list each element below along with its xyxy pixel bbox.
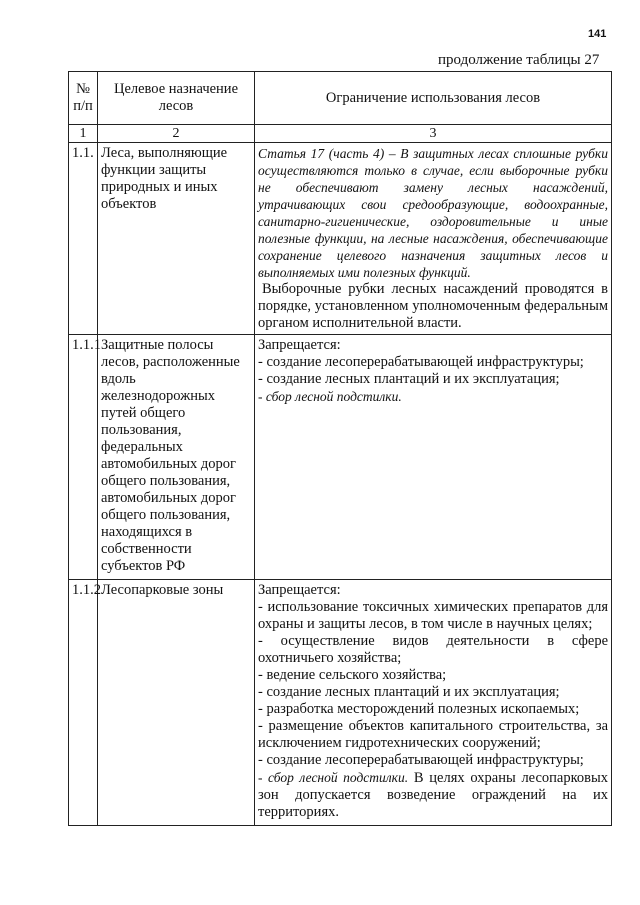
header-purpose: Целевое назначение лесов [98, 72, 255, 125]
table-row [69, 143, 612, 335]
row-restriction [255, 580, 612, 826]
column-number-row [69, 125, 612, 143]
row-restriction [255, 335, 612, 580]
row-restriction [255, 143, 612, 335]
table-continuation-caption: продолжение таблицы 27 [438, 52, 600, 68]
header-restriction: Ограничение использования лесов [255, 72, 612, 125]
restriction-lead: Запрещается: [258, 337, 341, 353]
restrictions-table [68, 71, 612, 826]
restriction-item: - создание лесоперерабатывающей инфраструктуры; [258, 752, 584, 768]
row-purpose: Защитные полосы лесов, расположенные вдоль железнодорожных путей общего пользования, федеральных автомобильных дорог общего пользования, автомобильных дорог общего пользования, находящихся в собственности субъектов РФ [98, 335, 255, 580]
restriction-item: - ведение сельского хозяйства; [258, 667, 447, 683]
restriction-item: - разработка месторождений полезных ископаемых; [258, 701, 580, 717]
table-header-row [69, 72, 612, 125]
column-number: 3 [255, 125, 612, 143]
table-row [69, 335, 612, 580]
restriction-item: - создание лесных плантаций и их эксплуатация; [258, 371, 560, 387]
restriction-item: - осуществление видов деятельности в сфере охотничьего хозяйства; [258, 633, 608, 666]
page-number: 141 [588, 28, 607, 40]
row-number: 1.1.1 [69, 335, 98, 580]
row-number: 1.1.2 [69, 580, 98, 826]
row-number: 1.1. [69, 143, 98, 335]
restriction-item: - создание лесоперерабатывающей инфраструктуры; [258, 354, 584, 370]
restriction-text: Выборочные рубки лесных насаждений проводятся в порядке, установленном уполномоченным федеральным органом исполнительной власти. [258, 281, 608, 331]
restriction-tail: В целях охраны лесопарковых зон допускается возведение ограждений на их территориях. [258, 770, 608, 820]
header-number: № п/п [69, 72, 98, 125]
row-purpose: Леса, выполняющие функции защиты природных и иных объектов [98, 143, 255, 335]
restriction-item: - использование токсичных химических препаратов для охраны и защиты лесов, в том числе в научных целях; [258, 599, 608, 632]
restriction-lead: Запрещается: [258, 582, 341, 598]
column-number: 2 [98, 125, 255, 143]
restriction-item-italic: - сбор лесной подстилки. [258, 770, 409, 785]
article-quote: Статья 17 (часть 4) – В защитных лесах сплошные рубки осуществляются только в случае, если выборочные рубки не обеспечивают замену лесных насаждений, утрачивающих свои средообразующие, водоохранные, санитарно-гигиенические, оздоровительные и иные полезные функции, на лесные насаждения, обеспечивающие сохранение целевого назначения защитных лесов и выполняемых ими полезных функций. [258, 146, 608, 280]
column-number: 1 [69, 125, 98, 143]
restriction-item: - размещение объектов капитального строительства, за исключением гидротехнических сооружений; [258, 718, 608, 751]
table-row [69, 580, 612, 826]
restriction-item: - создание лесных плантаций и их эксплуатация; [258, 684, 560, 700]
row-purpose: Лесопарковые зоны [98, 580, 255, 826]
restriction-item-italic: - сбор лесной подстилки. [258, 389, 402, 404]
